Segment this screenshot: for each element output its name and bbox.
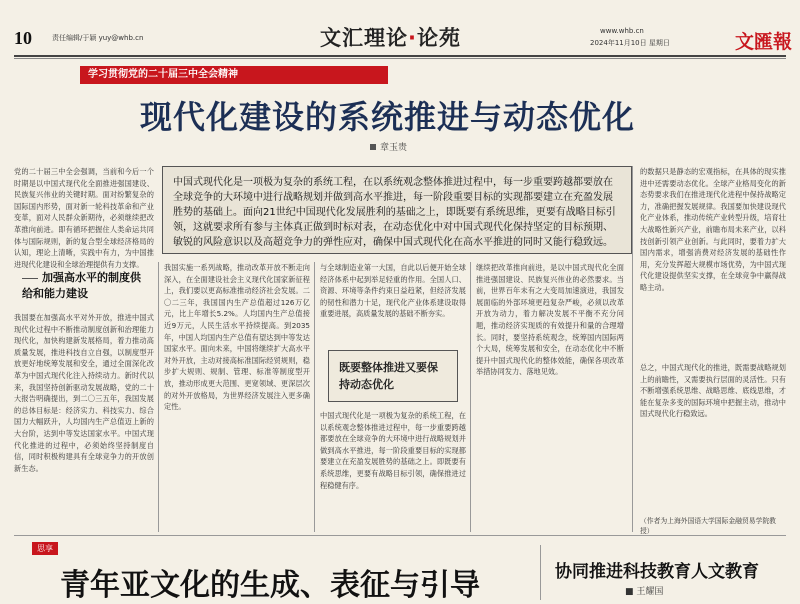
subhead-3-box: 既要整体推进又要保持动态优化 bbox=[328, 350, 458, 402]
column-5-body: 的数据只是静态的宏观指标，在具体的现实推进中还需要动态优化。全球产业格局变化的新态势要求我们在推进现代化进程中保持战略定力，准确把握发展规律。我国要加快建设现代化产业体系，推动传统产业转型升级，培育壮大战略性新兴产业，前瞻布局未来产业，以科技创新引领产业创新。与此同时，要着力扩大国内需求，增强消费对经济发展的基础性作用，充分发挥超大规模市场优势，为中国式现代化建设提供坚实支撑，在全球竞争中赢得战略主动。 bbox=[640, 167, 786, 292]
column-4-body: 继续把改革推向前进，是以中国式现代化全面推进强国建设、民族复兴伟业的必然要求。当前，世界百年未有之大变局加速演进，我国发展面临的外部环境更趋复杂严峻，必须以改革开放为动力，着力解决发展不平衡不充分问题，推动经济实现质的有效提升和量的合理增长。同时，要坚持系统观念，统筹国内国际两个大局，统筹发展和安全，在动态优化中不断提升中国式现代化的整体效能，确保各项改革举措协同发力、落地见效。 bbox=[476, 263, 624, 377]
section-separator: · bbox=[408, 26, 417, 50]
section-name: 文汇理论 bbox=[320, 26, 408, 50]
column-2-body: 我国实施一系列战略，推动改革开放不断走向深入，在全面建设社会主义现代化国家新征程上，我们要以更高标准推动经济社会发展。二〇二三年，我国国内生产总值超过126万亿元，比上年增长5.2%。人均国内生产总值接近9万元，人民生活水平持续提高。到2035年，中国人均国内生产总值有望达到中等发达国家水平。面向未来，中国将继续扩大高水平对外开放，主动对接高标准国际经贸规则，稳步扩大规则、规制、管理、标准等制度型开放，推动形成更大范围、更宽领域、更深层次的对外开放格局，为世界经济发展注入更多确定性。 bbox=[164, 263, 310, 412]
author-note: （作者为上海外国语大学国际金融贸易学院教授） bbox=[640, 517, 776, 535]
header-rule-thin bbox=[14, 58, 786, 59]
bottom-left-headline: 青年亚文化的生成、表征与引导 bbox=[60, 568, 480, 603]
site-url: www.whb.cn bbox=[600, 27, 644, 35]
bottom-right-author: ■ 王耀国 bbox=[625, 587, 664, 597]
column-divider bbox=[314, 262, 315, 532]
column-divider bbox=[470, 262, 471, 532]
column-1-body: 我国要在加强高水平对外开放，推进中国式现代化过程中不断推动制度创新和治理能力现代化，加快构建新发展格局，着力推动高质量发展，推进科技自立自强，以制度型开放更好地统筹发展和安全，通过全面深化改革为中国式现代化注入持续动力。新时代以来，我国坚持创新驱动发展战略，党的二十大报告明确提出，到二〇三五年，我国发展的总体目标是：经济实力、科技实力、综合国力大幅跃升，人均国内生产总值迈上新的大台阶，达到中等发达国家水平。中国式现代化推进的过程中，必须始终坚持制度自信，同时积极构建具有全球竞争力的开放创新生态。 bbox=[14, 313, 154, 473]
byline bbox=[370, 140, 407, 153]
page-number: 10 bbox=[14, 28, 32, 48]
topic-banner: 学习贯彻党的二十届三中全会精神 bbox=[80, 66, 388, 84]
subhead-marker bbox=[22, 278, 38, 279]
bottom-right-headline: 协同推进科技教育人文教育 bbox=[555, 562, 759, 582]
column-divider bbox=[158, 262, 159, 532]
subhead-1 bbox=[22, 270, 150, 302]
subhead-1-text: 加强高水平的制度供给和能力建设 bbox=[22, 271, 141, 300]
byline-author: 章玉贵 bbox=[380, 143, 408, 153]
summary-box: 中国式现代化是一项极为复杂的系统工程，在以系统观念整体推进过程中，每一步重要跨越都要放在全球竞争的大环境中进行战略规划并做到高水平推进，每一阶段重要目标的实现都要建立在充盈发展胜势的基础上。面向21世纪中国现代化发展胜利的基础之上，即既要有系统思维，更要有战略目标引领，这就要求所有参与主体真正做到时标对表，在动态优化中对中国式现代化保持坚定的目标预期、敏锐的风险意识以及高超竞争力的弹性应对，确保中国式现代化在高水平推进的同时又能行稳致远。 bbox=[162, 166, 632, 254]
bottom-divider bbox=[540, 545, 541, 600]
headline: 现代化建设的系统推进与动态优化 bbox=[140, 98, 636, 136]
section-sub: 论苑 bbox=[416, 26, 461, 50]
column-1-intro: 党的二十届三中全会强调，当前和今后一个时期是以中国式现代化全面推进强国建设、民族复兴伟业的关键时期。面对纷繁复杂的国际国内形势，面对新一轮科技革命和产业变革，面对人民群众新期待，必须继续把改革推向前进。即有循环把握住人类命运共同体与国际规则，新的复合型全球经济格局的认知，理论上清晰，实践中有力，为中国推进现代化建设和全球治理提供有力支撑。 bbox=[14, 167, 154, 269]
column-divider bbox=[632, 166, 633, 532]
column-6-body: 总之，中国式现代化的推进，既需要战略规划上的前瞻性，又需要执行层面的灵活性。只有不断增强系统思维、战略思维、底线思维，才能在复杂多变的国际环境中把握主动，推动中国式现代化行稳致远。 bbox=[640, 363, 786, 419]
column-3-intro: 与全球制造业第一大国，自此以后便开始全球经济体系中起到举足轻重的作用。全国人口、资源、环境等条件约束日益趋紧，但经济发展的韧性和潜力十足，现代化产业体系建设取得重要进展，高质量发展的基础不断夯实。 bbox=[320, 263, 466, 319]
date-line: 2024年11月10日 星期日 bbox=[590, 39, 670, 47]
column-3-body: 中国式现代化是一项极为复杂的系统工程，在以系统观念整体推进过程中，每一步重要跨越都要放在全球竞争的大环境中进行战略规划并做到高水平推进，每一阶段重要目标的实现都要建立在充盈发展胜势的基础之上。即既要有系统思维，更要有战略目标引领，确保推进过程稳健有序。 bbox=[320, 411, 466, 490]
section-title bbox=[320, 22, 461, 52]
byline-marker bbox=[370, 144, 376, 150]
editor-credit: 责任编辑/于颖 yuy@whb.cn bbox=[52, 34, 144, 42]
header-rule bbox=[14, 55, 786, 57]
bottom-rule bbox=[14, 535, 786, 536]
newspaper-logo: 文匯報 bbox=[735, 31, 793, 53]
kicker-label: 思享 bbox=[32, 542, 58, 555]
